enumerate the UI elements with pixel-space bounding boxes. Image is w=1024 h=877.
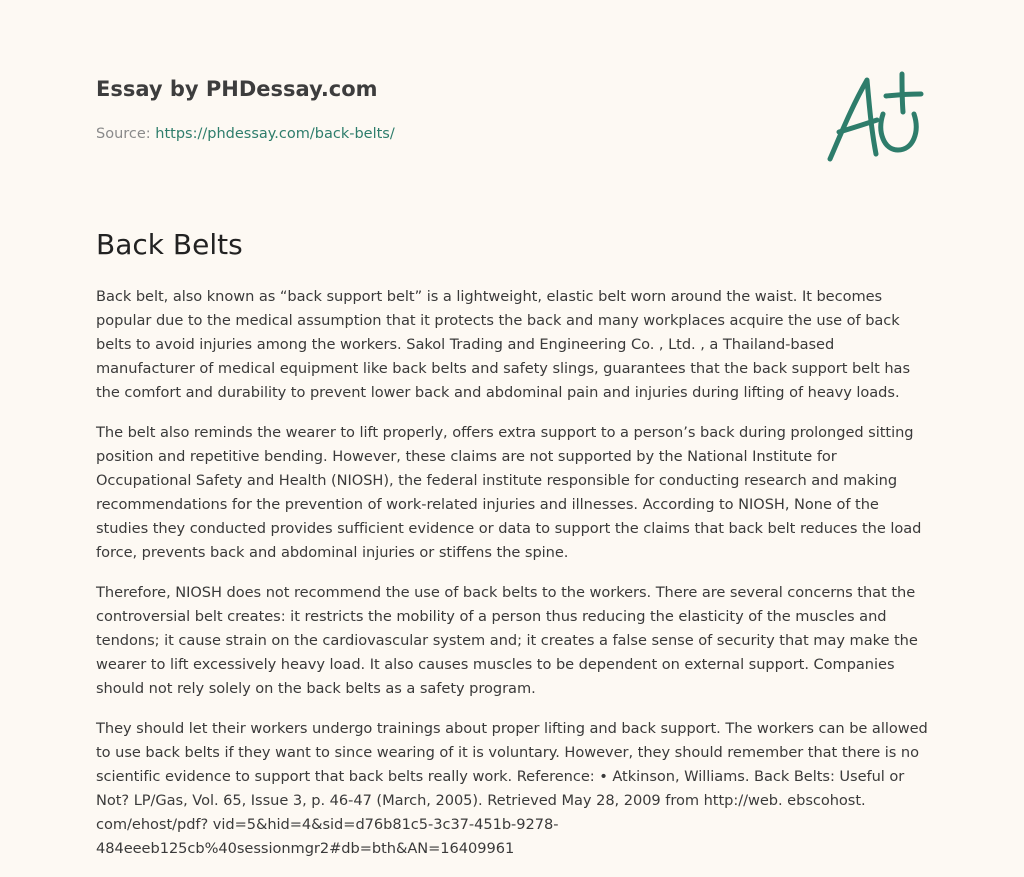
article-paragraph: The belt also reminds the wearer to lift properly, offers extra support to a person’s back during prolonged sitting position and repetitive bending. However, these claims are not supported by the National Institute for Occupational Safety and Health (NIOSH), the federal institute responsible for conducting research and making recommendations for the prevention of work-related injuries and illnesses. According to NIOSH, None of the studies they conducted provides sufficient evidence or data to support the claims that back belt reduces the load force, prevents back and abdominal injuries or stiffens the spine.	[96, 424, 922, 561]
a-plus-logo-icon	[820, 66, 930, 166]
source-line	[96, 124, 796, 144]
article-title: Back Belts	[96, 228, 243, 261]
article-paragraph: Back belt, also known as “back support belt” is a lightweight, elastic belt worn around the waist. It becomes popular due to the medical assumption that it protects the back and many workplaces acquire the use of back belts to avoid injuries among the workers. Sakol Trading and Engineering Co. , Ltd. , a Thailand-based manufacturer of medical equipment like back belts and safety slings, guarantees that the back support belt has the comfort and durability to prevent lower back and abdominal pain and injuries during lifting of heavy loads.	[96, 288, 911, 401]
source-link[interactable]: https://phdessay.com/back-belts/	[155, 126, 395, 142]
site-brand: Essay by PHDessay.com	[96, 77, 378, 101]
article-body	[96, 285, 930, 877]
article-paragraph: They should let their workers undergo trainings about proper lifting and back support. The workers can be allowed to use back belts if they want to since wearing of it is voluntary. However, they should remember that there is no scientific evidence to support that back belts really work. Reference: • Atkinson, Williams. Back Belts: Useful or Not? LP/Gas, Vol. 65, Issue 3, p. 46-47 (March, 2005). Retrieved May 28, 2009 from http://web. ebscohost. com/ehost/pdf? vid=5&hid=4&sid=d76b81c5-3c37-451b-9278-484eeeb125cb%40sessionmgr2#db=bth&AN=16409961	[96, 720, 928, 857]
article-paragraph: Therefore, NIOSH does not recommend the use of back belts to the workers. There are several concerns that the controversial belt creates: it restricts the mobility of a person thus reducing the elasticity of the muscles and tendons; it cause strain on the cardiovascular system and; it creates a false sense of security that may make the wearer to lift excessively heavy load. It also causes muscles to be dependent on external support. Companies should not rely solely on the back belts as a safety program.	[96, 584, 918, 697]
page-header	[96, 74, 796, 144]
source-label: Source:	[96, 126, 156, 142]
